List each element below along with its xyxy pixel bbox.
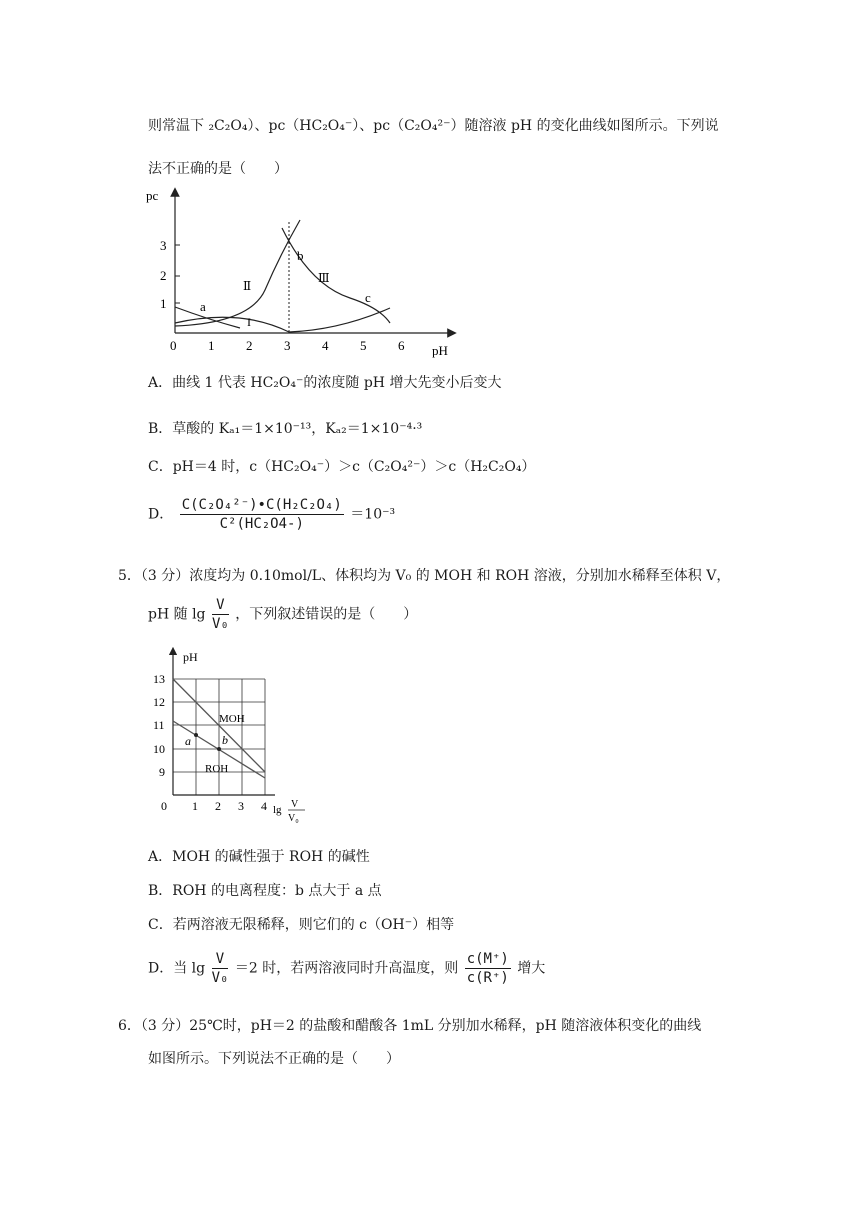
q4-ytick-2: 2 [160,268,167,283]
q5-option-d-fraction1 [212,950,229,987]
q5-option-d-prefix: D．当 lg [148,960,206,977]
q5-d-frac2-den: c(R⁺) [466,970,509,986]
q5-xlabel-den: V₀ [288,813,299,824]
q5-label-ROH: ROH [205,763,229,775]
q4-chart [140,180,470,360]
q4-option-d-numerator: C(C₂O₄²⁻)•C(H₂C₂O₄) [181,497,342,513]
q5-ylabel: pH [183,650,198,664]
q4-ytick-3: 3 [160,238,167,253]
q4-option-d [148,496,395,533]
q4-option-a: A．曲线 1 代表 HC₂O₄⁻的浓度随 pH 增大先变小后变大 [148,375,502,391]
q5-option-d [148,950,545,987]
q4-label-I: I [247,315,251,329]
q5-ytick-9: 9 [159,765,165,779]
q5-line2-fraction [212,596,229,633]
q4-label-III: Ⅲ [318,271,330,285]
q5-xtick-4: 4 [261,799,267,813]
q4-label-II: Ⅱ [243,279,252,293]
q4-label-b: b [297,248,304,263]
q5-d-frac2-num: c(M⁺) [466,951,509,967]
q4-curve-II [175,220,300,326]
q5-d-frac1-num: V [212,950,229,969]
q5-option-b: B．ROH 的电离程度：b 点大于 a 点 [148,883,382,899]
q5-xtick-2: 2 [215,799,221,813]
q4-option-d-denominator: C²(HC₂O4-) [219,516,304,532]
q5-ytick-12: 12 [153,695,165,709]
q4-curve-I [175,308,390,332]
q5-xtick-0: 0 [161,799,167,813]
q5-option-a: A．MOH 的碱性强于 ROH 的碱性 [148,849,370,865]
q5-chart [145,645,320,830]
q4-xtick-4: 4 [322,338,329,353]
q4-curve-III-right [282,228,390,323]
q4-option-d-suffix: ＝10⁻³ [350,506,396,523]
q5-d-frac1-den: V₀ [211,970,229,986]
q4-option-c: C．pH＝4 时，c（HC₂O₄⁻）＞c（C₂O₄²⁻）＞c（H₂C₂O₄） [148,459,536,475]
q4-label-c: c [365,290,371,305]
q5-xtick-1: 1 [192,799,198,813]
q5-line2 [148,596,417,633]
q4-xlabel: pH [432,343,448,358]
q6-line1: 6．（3 分）25℃时，pH＝2 的盐酸和醋酸各 1mL 分别加水稀释，pH 随溶液体积变化的曲线 [118,1018,702,1034]
q4-xtick-3: 3 [284,338,291,353]
q5-option-c: C．若两溶液无限稀释，则它们的 c（OH⁻）相等 [148,917,455,933]
q5-xlabel-num: V [291,799,299,810]
q5-point-a [194,733,198,737]
q5-frac-num: V [212,596,229,615]
q5-ytick-11: 11 [153,718,165,732]
q4-intro-line2: 法不正确的是（ ） [148,161,288,177]
q4-xtick-1: 1 [208,338,215,353]
q5-option-d-mid: ＝2 时，若两溶液同时升高温度，则 [234,960,459,977]
q4-xtick-2: 2 [246,338,253,353]
q5-line1: 5．（3 分）浓度均为 0.10mol/L、体积均为 V₀ 的 MOH 和 ROH 溶液，分别加水稀释至体积 V， [118,568,731,584]
q5-xlabel-lg: lg [273,804,282,816]
q5-ytick-10: 10 [153,742,165,756]
q4-xtick-6: 6 [398,338,405,353]
q5-point-b [217,747,221,751]
q4-option-d-prefix: D． [148,506,174,523]
q4-ytick-1: 1 [160,296,167,311]
q4-option-b: B．草酸的 Kₐ₁＝1×10⁻¹³，Kₐ₂＝1×10⁻⁴·³ [148,421,423,437]
q4-label-a: a [200,299,206,314]
q4-option-d-fraction [180,496,344,533]
q5-frac-den: V₀ [211,616,229,632]
q5-ytick-13: 13 [153,672,165,686]
q5-xtick-3: 3 [238,799,244,813]
q4-xtick-0: 0 [170,338,177,353]
q5-label-b: b [222,733,228,747]
q5-label-MOH: MOH [219,713,245,725]
q6-line2: 如图所示。下列说法不正确的是（ ） [148,1051,400,1067]
q4-ylabel: pc [146,188,159,203]
q4-intro-line1: 则常温下 ₂C₂O₄）、pc（HC₂O₄⁻）、pc（C₂O₄²⁻）随溶液 pH 的变化曲线如图所示。下列说 [148,118,719,134]
q5-option-d-fraction2 [465,950,511,987]
q5-line2-suffix: ，下列叙述错误的是（ ） [235,606,418,623]
q5-label-a: a [185,734,191,748]
q4-xtick-5: 5 [360,338,367,353]
q5-option-d-suffix: 增大 [517,960,546,977]
q5-line2-prefix: pH 随 lg [148,606,206,623]
